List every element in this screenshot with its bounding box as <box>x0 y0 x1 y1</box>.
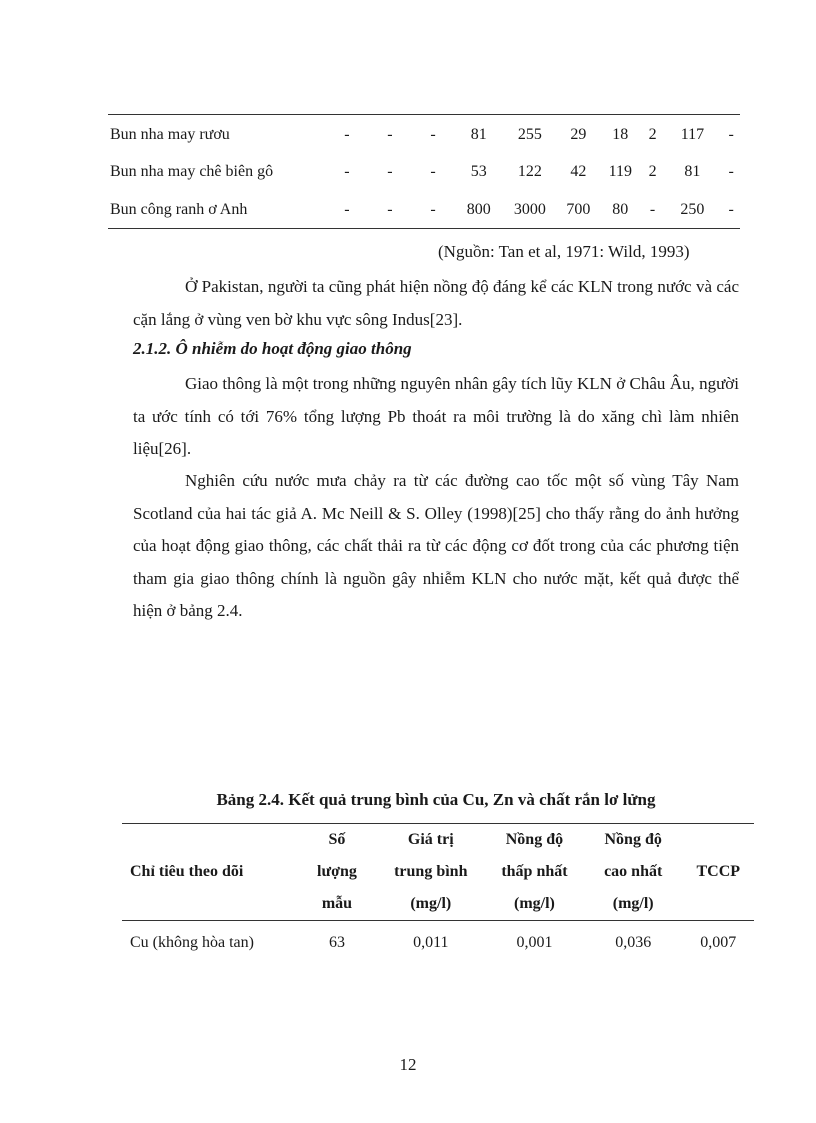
column-header: Nồng độ cao nhất (mg/l) <box>604 831 663 912</box>
cell: 250 <box>680 200 705 218</box>
cell: 0,007 <box>700 934 737 951</box>
cell: 53 <box>470 163 487 181</box>
cell: - <box>387 200 393 218</box>
paragraph <box>133 271 739 336</box>
table-row <box>110 154 742 192</box>
column-header: TCCP <box>696 863 741 880</box>
cell: 0,011 <box>413 934 449 951</box>
paragraph <box>133 368 739 466</box>
paragraph-text: Giao thông là một trong những nguyên nhân gây tích lũy KLN ở Châu Âu, người ta ước tính có tới 76% tổng lượng Pb thoát ra môi trường là do xăng chì làm nhiên liệu[26]. <box>133 374 739 458</box>
paragraph-text: Ở Pakistan, người ta cũng phát hiện nồng độ đáng kể các KLN trong nước và các cặn lắng ở vùng ven bờ khu vực sông Indus[23]. <box>133 277 739 329</box>
cell: - <box>728 125 734 143</box>
cell: - <box>728 200 734 218</box>
column-header: Nồng độ thấp nhất (mg/l) <box>501 831 568 912</box>
cell: 0,036 <box>615 934 652 951</box>
row-label: Cu (không hòa tan) <box>130 934 254 951</box>
table-caption: Bảng 2.4. Kết quả trung bình của Cu, Zn và chất rắn lơ lửng <box>216 790 656 809</box>
page-number: 12 <box>399 1055 417 1074</box>
cell: - <box>387 163 393 181</box>
cell: - <box>649 200 656 218</box>
cell: 81 <box>470 125 487 143</box>
cell: 63 <box>328 934 345 951</box>
row-label: Bun công ranh ơ Anh <box>110 200 248 218</box>
column-header: Giá trị trung bình (mg/l) <box>394 831 468 912</box>
cell: - <box>728 163 734 181</box>
cell: - <box>430 125 436 143</box>
paragraph <box>133 465 739 628</box>
cell: - <box>430 200 436 218</box>
cell: 800 <box>466 200 491 218</box>
cell: - <box>387 125 393 143</box>
cell: 81 <box>684 163 701 181</box>
metal-content-table <box>110 116 742 229</box>
cell: 700 <box>566 200 591 218</box>
table-row <box>110 191 742 229</box>
cell: - <box>344 200 350 218</box>
cell: 119 <box>608 163 632 181</box>
results-table <box>122 824 754 965</box>
cell: 0,001 <box>516 934 553 951</box>
cell: 18 <box>612 125 629 143</box>
row-label: Bun nha may chê biên gô <box>110 163 274 181</box>
cell: 42 <box>570 163 587 181</box>
section-heading: 2.1.2. Ô nhiễm do hoạt động giao thông <box>133 339 412 358</box>
cell: 117 <box>680 125 705 143</box>
table-row <box>110 116 742 154</box>
cell: - <box>430 163 436 181</box>
table-top-rule <box>108 114 740 115</box>
column-header: Chỉ tiêu theo dõi <box>130 863 244 880</box>
cell: - <box>344 163 350 181</box>
cell: 2 <box>648 163 657 181</box>
table-bottom-rule <box>108 228 740 229</box>
table-row <box>122 921 754 965</box>
cell: 29 <box>570 125 587 143</box>
cell: 255 <box>517 125 542 143</box>
cell: - <box>344 125 350 143</box>
paragraph-text: Nghiên cứu nước mưa chảy ra từ các đường cao tốc một số vùng Tây Nam Scotland của hai tác giả A. Mc Neill & S. Olley (1998)[25] cho thấy rằng do ảnh hưởng của hoạt động giao thông, các chất thải ra từ các động cơ đốt trong của các phương tiện tham gia giao thông chính là nguồn gây nhiễm KLN cho nước mặt, kết quả được thể hiện ở bảng 2.4. <box>133 471 739 620</box>
cell: 122 <box>517 163 542 181</box>
column-header: Số lượng mẫu <box>317 831 357 912</box>
source-citation: (Nguồn: Tan et al, 1971: Wild, 1993) <box>438 242 690 261</box>
cell: 80 <box>612 200 629 218</box>
header-row <box>122 824 754 920</box>
row-label: Bun nha may rươu <box>110 125 230 143</box>
cell: 2 <box>648 125 657 143</box>
cell: 3000 <box>513 200 546 218</box>
